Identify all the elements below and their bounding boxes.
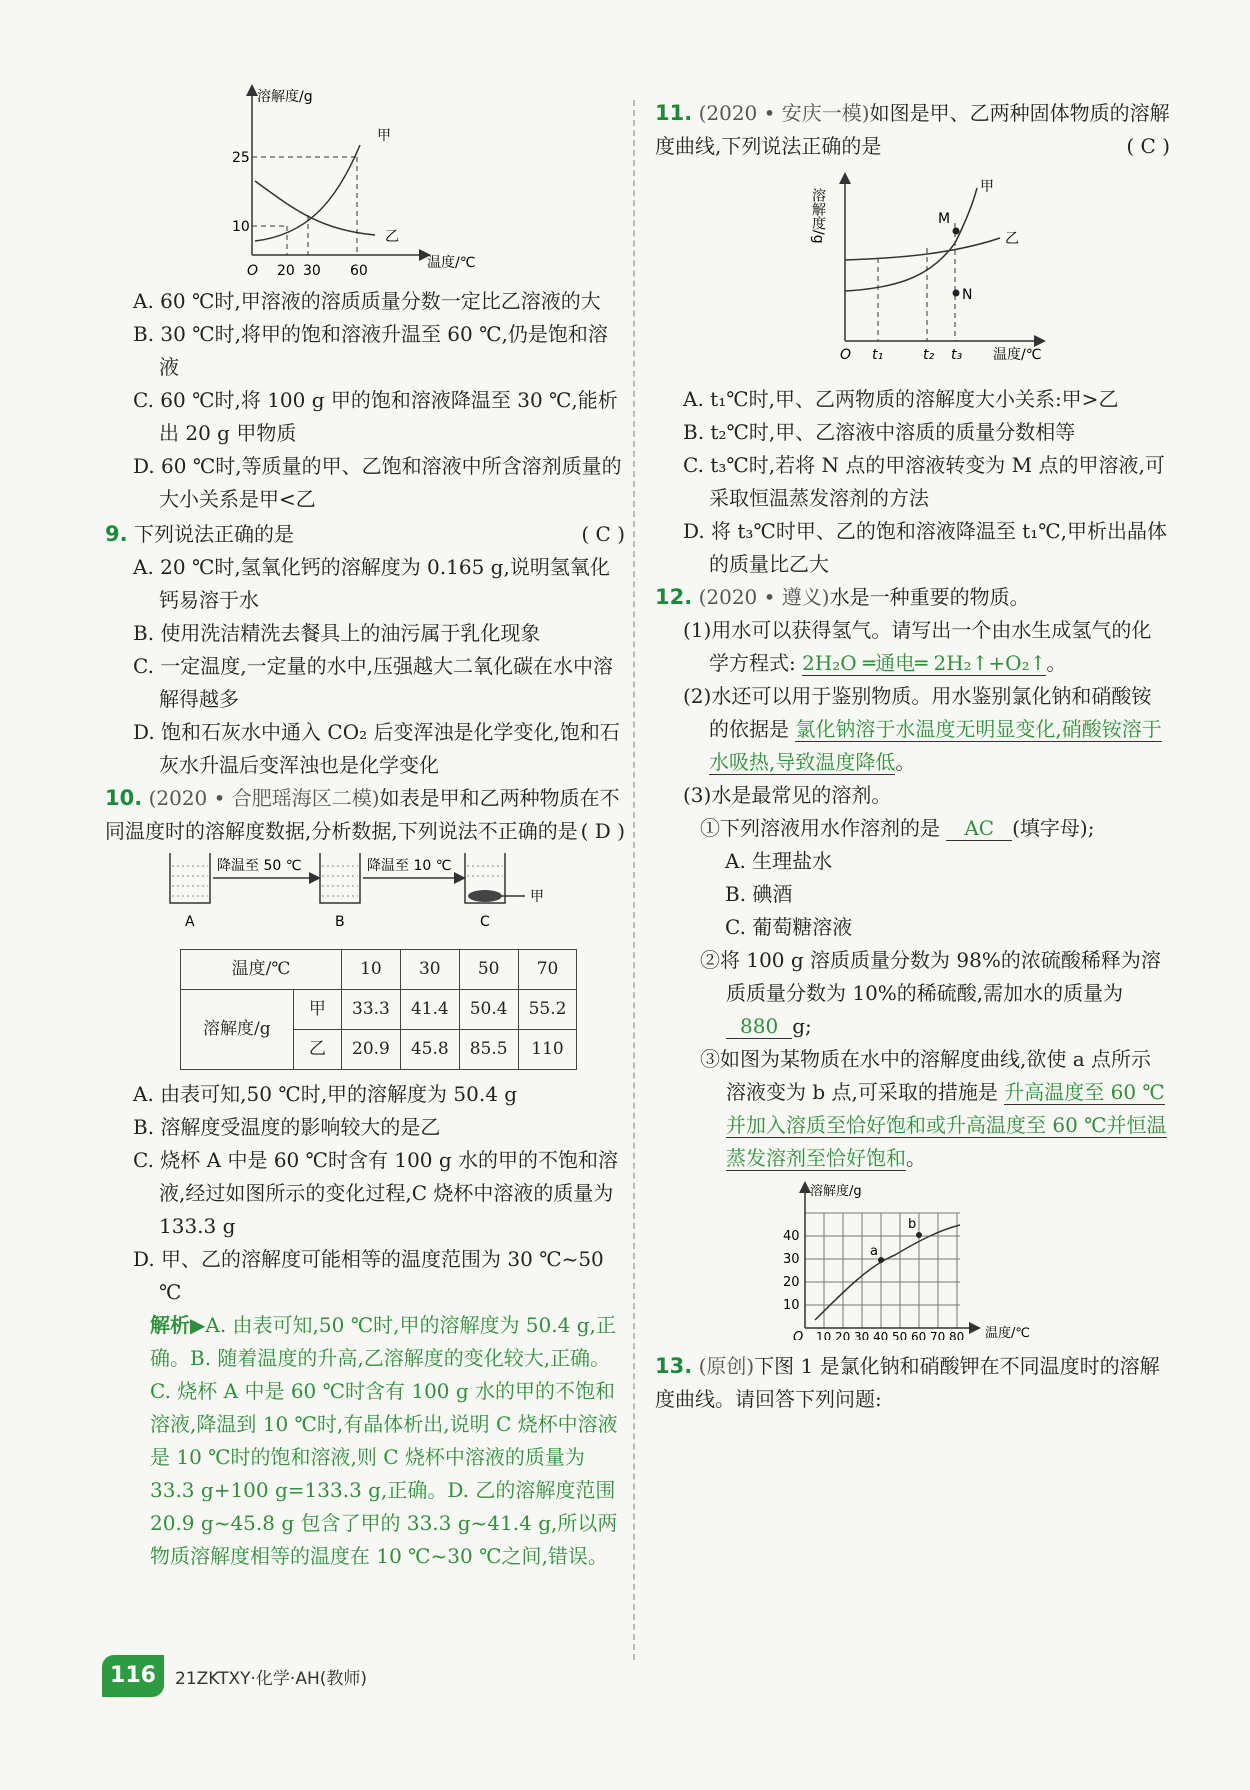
q12-part3: (3)水是最常见的溶剂。 bbox=[683, 783, 892, 807]
crystal-precipitate bbox=[468, 890, 502, 902]
solubility-chart-q12 bbox=[655, 1175, 1170, 1340]
beaker-b-label: B bbox=[335, 914, 345, 930]
q12-ytick-30: 30 bbox=[783, 1252, 800, 1267]
q8-option-b: B. 30 ℃时,将甲的饱和溶液升温至 60 ℃,仍是饱和溶液 bbox=[133, 322, 608, 379]
q11-source: (2020 • 安庆一模) bbox=[698, 101, 870, 125]
q10-stem-text: 如表是甲和乙两种物质在不同温度时的溶解度数据,分析数据,下列说法不正确的是 bbox=[105, 786, 620, 843]
table-temp-50: 50 bbox=[459, 950, 518, 990]
label-jia: 甲 bbox=[530, 889, 544, 905]
q12-ytick-40: 40 bbox=[783, 1229, 800, 1244]
table-header-temp: 温度/℃ bbox=[181, 950, 342, 990]
analysis-text: A. 由表可知,50 ℃时,甲的溶解度为 50.4 g,正确。B. 随着温度的升高,乙溶解度的变化较大,正确。C. 烧杯 A 中是 60 ℃时含有 100 g 水的甲的不饱和溶液,降温到 10 ℃时,有晶体析出,说明 C 烧杯中溶液是 10 ℃时的饱和溶液,则 C 烧杯中溶液的质量为 33.3 g+100 g=133.3 g,正确。D. 乙的溶解度范围 20.9 g~45.8 g 包含了甲的 33.3 g~41.4 g,所以两物质溶解度相等的温度在 10 ℃~30 ℃之间,错误。 bbox=[150, 1313, 618, 1568]
q9-option-d: D. 饱和石灰水中通入 CO₂ 后变浑浊是化学变化,饱和石灰水升温后变浑浊也是化学变化 bbox=[133, 720, 620, 777]
q12-chart-xlabel: 温度/℃ bbox=[985, 1326, 1030, 1340]
table-cell: 85.5 bbox=[459, 1030, 518, 1070]
point-a bbox=[878, 1257, 884, 1263]
table-temp-70: 70 bbox=[518, 950, 577, 990]
q12-xtick: 70 bbox=[930, 1330, 946, 1340]
q9-option-b: B. 使用洗洁精洗去餐具上的油污属于乳化现象 bbox=[133, 621, 541, 645]
q11-chart-t2: t₂ bbox=[923, 347, 935, 363]
q10-stem bbox=[105, 782, 625, 848]
arrow-1-label: 降温至 50 ℃ bbox=[217, 858, 302, 874]
chart-top-ylabel: 溶解度/g bbox=[257, 89, 313, 105]
q8-option-c: C. 60 ℃时,将 100 g 甲的饱和溶液降温至 30 ℃,能析出 20 g 甲物质 bbox=[133, 388, 618, 445]
q10-option-c: C. 烧杯 A 中是 60 ℃时含有 100 g 水的甲的不饱和溶液,经过如图所示的变化过程,C 烧杯中溶液的质量为 133.3 g bbox=[133, 1148, 619, 1238]
table-row-yi-name: 乙 bbox=[293, 1030, 341, 1070]
table-cell: 55.2 bbox=[518, 990, 577, 1030]
q11-answer: ( C ) bbox=[1126, 134, 1170, 158]
table-temp-30: 30 bbox=[400, 950, 459, 990]
point-n bbox=[953, 290, 960, 297]
beaker-diagram bbox=[105, 848, 625, 933]
q11-option-d: D. 将 t₃℃时甲、乙的饱和溶液降温至 t₁℃,甲析出晶体的质量比乙大 bbox=[683, 519, 1167, 576]
q12-ytick-20: 20 bbox=[783, 1275, 800, 1290]
q9-number: 9. bbox=[105, 522, 128, 546]
point-m bbox=[953, 228, 960, 235]
q12-xtick: 20 bbox=[835, 1330, 851, 1340]
column-divider bbox=[633, 100, 635, 1660]
table-header-solubility: 溶解度/g bbox=[181, 990, 294, 1070]
chart-top-xtick-30: 30 bbox=[303, 263, 321, 275]
q11-chart-xlabel: 温度/℃ bbox=[993, 347, 1042, 363]
q11-label-m: M bbox=[938, 211, 951, 227]
right-column bbox=[655, 97, 1170, 1416]
q13-stem-text: 下图 1 是氯化钠和硝酸钾在不同温度时的溶解度曲线。请回答下列问题: bbox=[655, 1354, 1160, 1411]
q12-part3-2-answer: 880 bbox=[726, 1014, 792, 1039]
q12-label-a: a bbox=[870, 1244, 878, 1259]
q9-stem bbox=[105, 518, 625, 551]
q12-part1-text: (1)用水可以获得氢气。请写出一个由水生成氢气的化学方程式: bbox=[683, 618, 1152, 675]
q9-option-c: C. 一定温度,一定量的水中,压强越大二氧化碳在水中溶解得越多 bbox=[133, 654, 614, 711]
chart-top-xtick-20: 20 bbox=[277, 263, 295, 275]
q13-source: (原创) bbox=[698, 1354, 755, 1378]
q12-xtick-o: O bbox=[793, 1330, 804, 1340]
q12-part3-2 bbox=[700, 944, 1170, 1043]
q12-part3-2-text: ②将 100 g 溶质质量分数为 98%的浓硫酸稀释为溶质质量分数为 10%的稀硫酸,需加水的质量为 bbox=[700, 948, 1161, 1005]
q12-part2-answer: 氯化钠溶于水温度无明显变化,硝酸铵溶于水吸热,导致温度降低 bbox=[709, 717, 1162, 774]
q12-opt-c: C. 葡萄糖溶液 bbox=[725, 915, 853, 939]
q11-chart-ylabel: 溶解度/g bbox=[810, 188, 826, 244]
q12-xtick: 60 bbox=[911, 1330, 927, 1340]
q11-option-b: B. t₂℃时,甲、乙溶液中溶质的质量分数相等 bbox=[683, 420, 1076, 444]
q10-source: (2020 • 合肥瑶海区二模) bbox=[148, 786, 380, 810]
q12-xtick: 10 bbox=[816, 1330, 832, 1340]
q13-stem bbox=[655, 1350, 1170, 1416]
q12-xtick: 80 bbox=[949, 1330, 965, 1340]
table-cell: 20.9 bbox=[342, 1030, 401, 1070]
q11-number: 11. bbox=[655, 101, 693, 125]
q12-part3-1-answer: AC bbox=[946, 816, 1012, 841]
q8-option-d: D. 60 ℃时,等质量的甲、乙饱和溶液中所含溶剂质量的大小关系是甲<乙 bbox=[133, 454, 622, 511]
q12-part3-3-text: ③如图为某物质在水中的溶解度曲线,欲使 a 点所示溶液变为 b 点,可采取的措施是 bbox=[700, 1047, 1151, 1104]
q10-option-b: B. 溶解度受温度的影响较大的是乙 bbox=[133, 1115, 441, 1139]
q11-stem-text: 如图是甲、乙两种固体物质的溶解度曲线,下列说法正确的是 bbox=[655, 101, 1170, 158]
solubility-table bbox=[180, 949, 577, 1070]
q12-part3-1-text: ①下列溶液用水作溶剂的是 bbox=[700, 816, 940, 840]
solubility-chart-q11 bbox=[655, 163, 1170, 373]
q12-chart-ylabel: 溶解度/g bbox=[810, 1184, 862, 1199]
q11-chart-origin: O bbox=[840, 347, 852, 363]
table-cell: 50.4 bbox=[459, 990, 518, 1030]
curve-yi bbox=[255, 181, 375, 235]
q12-xtick: 40 bbox=[873, 1330, 889, 1340]
chart-top-label-jia: 甲 bbox=[377, 128, 391, 144]
page-number: 116 bbox=[102, 1655, 164, 1697]
q12-stem bbox=[655, 581, 1170, 614]
table-cell: 110 bbox=[518, 1030, 577, 1070]
analysis-label: 解析▶ bbox=[150, 1313, 206, 1337]
q12-part3-1 bbox=[700, 812, 1170, 845]
q11-chart-t1: t₁ bbox=[872, 347, 884, 363]
q8-option-a: A. 60 ℃时,甲溶液的溶质质量分数一定比乙溶液的大 bbox=[133, 289, 601, 313]
q10-number: 10. bbox=[105, 786, 143, 810]
q9-option-a: A. 20 ℃时,氢氧化钙的溶解度为 0.165 g,说明氢氧化钙易溶于水 bbox=[133, 555, 610, 612]
q12-source: (2020 • 遵义) bbox=[698, 585, 830, 609]
q12-xtick: 50 bbox=[892, 1330, 908, 1340]
beaker-c-label: C bbox=[480, 914, 490, 930]
left-column bbox=[105, 75, 625, 1573]
q10-analysis bbox=[150, 1309, 625, 1573]
q13-number: 13. bbox=[655, 1354, 693, 1378]
table-cell: 33.3 bbox=[342, 990, 401, 1030]
chart-top-ytick-25: 25 bbox=[232, 150, 250, 166]
chart-top-ytick-10: 10 bbox=[232, 219, 250, 235]
q12-part2: (2)水还可以用于鉴别物质。用水鉴别氯化钠和硝酸铵的依据是 氯化钠溶于水温度无明显变化,硝酸铵溶于水吸热,导致温度降低。 bbox=[683, 684, 1162, 774]
q11-stem bbox=[655, 97, 1170, 163]
q12-xtick: 30 bbox=[854, 1330, 870, 1340]
table-cell: 45.8 bbox=[400, 1030, 459, 1070]
q12-part1-answer: 2H₂O ═通电═ 2H₂↑+O₂↑ bbox=[802, 651, 1047, 675]
q9-stem-text: 下列说法正确的是 bbox=[133, 522, 294, 546]
chart-top-xtick-60: 60 bbox=[350, 263, 368, 275]
chart-top-xlabel: 温度/℃ bbox=[427, 255, 476, 271]
q11-option-c: C. t₃℃时,若将 N 点的甲溶液转变为 M 点的甲溶液,可采取恒温蒸发溶剂的方法 bbox=[683, 453, 1165, 510]
q12-ytick-10: 10 bbox=[783, 1298, 800, 1313]
table-temp-10: 10 bbox=[342, 950, 401, 990]
q11-option-a: A. t₁℃时,甲、乙两物质的溶解度大小关系:甲>乙 bbox=[683, 387, 1119, 411]
q11-curve-yi bbox=[845, 238, 1000, 260]
q11-label-yi: 乙 bbox=[1005, 231, 1019, 247]
q11-label-jia: 甲 bbox=[980, 179, 994, 195]
q10-option-a: A. 由表可知,50 ℃时,甲的溶解度为 50.4 g bbox=[133, 1082, 518, 1106]
q11-curve-jia bbox=[845, 188, 977, 291]
q12-part1: (1)用水可以获得氢气。请写出一个由水生成氢气的化学方程式: 2H₂O ═通电═ 2H₂↑+O₂↑。 bbox=[683, 618, 1152, 675]
chart-top-label-yi: 乙 bbox=[385, 229, 399, 245]
q12-opt-b: B. 碘酒 bbox=[725, 882, 793, 906]
beaker-a-label: A bbox=[185, 914, 195, 930]
q12-part2-text: (2)水还可以用于鉴别物质。用水鉴别氯化钠和硝酸铵的依据是 bbox=[683, 684, 1152, 741]
table-row-jia-name: 甲 bbox=[293, 990, 341, 1030]
q10-answer: ( D ) bbox=[580, 819, 625, 843]
q12-label-b: b bbox=[908, 1217, 917, 1232]
q12-part3-3: ③如图为某物质在水中的溶解度曲线,欲使 a 点所示溶液变为 b 点,可采取的措施是 升高温度至 60 ℃并加入溶质至恰好饱和或升高温度至 60 ℃并恒温蒸发溶剂至恰好饱和。 bbox=[700, 1047, 1167, 1170]
q9-answer: ( C ) bbox=[581, 522, 625, 546]
q12-part3-2-tail: g; bbox=[792, 1014, 812, 1038]
chart-top-origin: O bbox=[247, 263, 259, 275]
q12-stem-text: 水是一种重要的物质。 bbox=[829, 585, 1030, 609]
q12-opt-a: A. 生理盐水 bbox=[725, 849, 833, 873]
arrow-2-label: 降温至 10 ℃ bbox=[367, 858, 452, 874]
q10-option-d: D. 甲、乙的溶解度可能相等的温度范围为 30 ℃~50 ℃ bbox=[133, 1247, 604, 1304]
q12-part3-1-tail: (填字母); bbox=[1012, 816, 1095, 840]
point-b bbox=[916, 1232, 922, 1238]
table-cell: 41.4 bbox=[400, 990, 459, 1030]
q12-number: 12. bbox=[655, 585, 693, 609]
solubility-chart-top bbox=[105, 75, 625, 275]
q11-label-n: N bbox=[962, 287, 973, 303]
footer-text: 21ZKTXY·化学·AH(教师) bbox=[175, 1669, 368, 1689]
q11-chart-t3: t₃ bbox=[951, 347, 963, 363]
q12-part3-3-answer: 升高温度至 60 ℃并加入溶质至恰好饱和或升高温度至 60 ℃并恒温蒸发溶剂至恰好饱和 bbox=[726, 1080, 1167, 1170]
